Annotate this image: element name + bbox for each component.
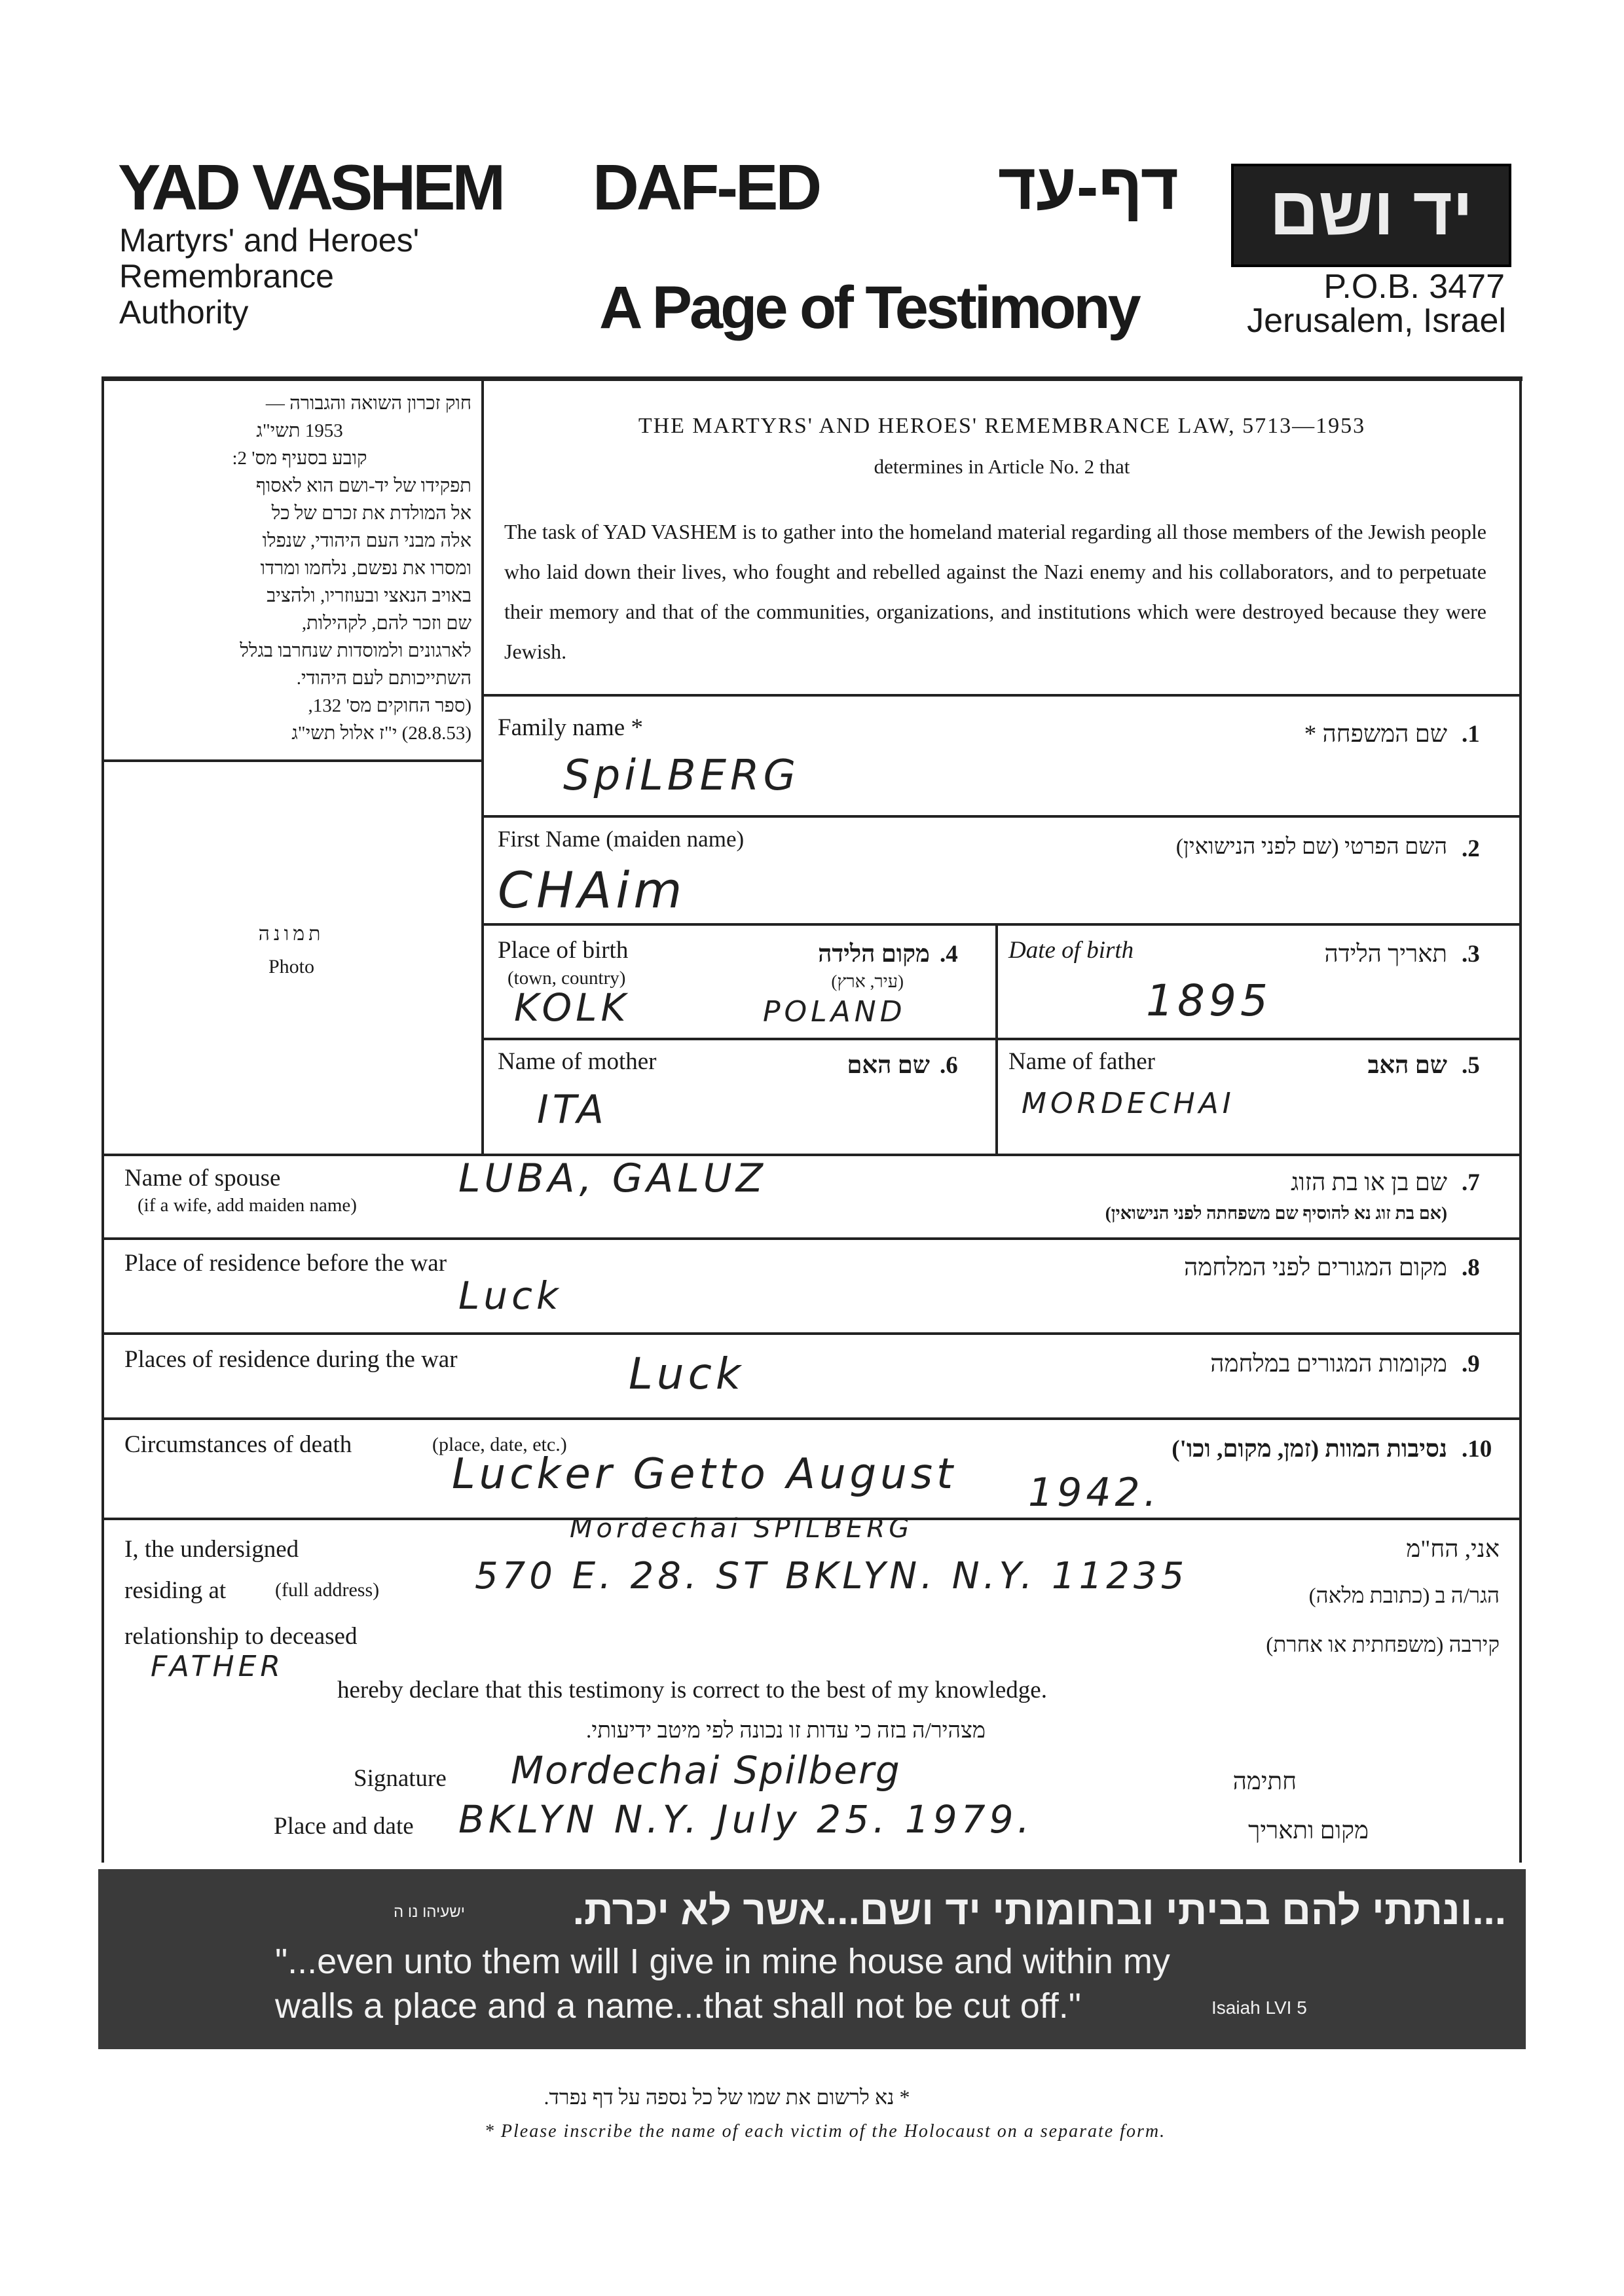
field-number-7: .7 bbox=[1462, 1169, 1480, 1196]
law-hebrew-line: לארגונים ולמוסדות שנחרבו בגלל bbox=[240, 640, 471, 661]
residence-before-label-hebrew: מקום המגורים לפני המלחמה bbox=[1184, 1254, 1447, 1281]
row-rule bbox=[101, 1332, 1521, 1335]
undersigned-label: I, the undersigned bbox=[124, 1536, 299, 1563]
undersigned-label-hebrew: אני, הח"מ bbox=[1406, 1536, 1500, 1563]
declarant-name-value[interactable]: Mordechai SPILBERG bbox=[570, 1514, 913, 1544]
law-hebrew-line: חוק זכרון השואה והגבורה — bbox=[265, 393, 471, 414]
law-hebrew-line: אל המולדת את זכרם של כל bbox=[271, 503, 471, 524]
law-hebrew-line: ומסרו את נפשם, נלחמו ומרדו bbox=[260, 558, 471, 579]
father-label: Name of father bbox=[1008, 1048, 1155, 1075]
date-of-birth-label-hebrew: תאריך הלידה bbox=[1324, 941, 1447, 968]
form-title: A Page of Testimony bbox=[599, 274, 1139, 341]
law-body: The task of YAD VASHEM is to gather into the homeland material regarding all those members of the Jewish people who laid down their lives, who fought and rebelled against the Nazi enemy and his collaborators, and to perpetuate their memory and that of the communities, organizations, and institutions which were destroyed because they were Jewish. bbox=[504, 520, 1486, 663]
death-label-hebrew: נסיבות המוות (זמן, מקום, וכו') bbox=[1172, 1436, 1447, 1463]
birth-country-value[interactable]: POLAND bbox=[763, 995, 906, 1029]
death-value-line2[interactable]: 1942. bbox=[1028, 1470, 1160, 1516]
yad-vashem-logo bbox=[1231, 164, 1511, 267]
address-label: residing at bbox=[124, 1577, 227, 1604]
law-hebrew-line: (ספר החוקים מס' 132, bbox=[308, 695, 471, 716]
residence-during-label-hebrew: מקומות המגורים במלחמה bbox=[1210, 1351, 1447, 1377]
law-body-bottom bbox=[483, 694, 1521, 697]
law-hebrew-line: שם וזכר להם, לקהילות, bbox=[301, 613, 471, 634]
declaration-text: hereby declare that this testimony is correct to the best of my knowledge. bbox=[337, 1677, 1047, 1704]
field-number-2: .2 bbox=[1462, 835, 1480, 862]
signature-value[interactable]: Mordechai Spilberg bbox=[511, 1748, 901, 1793]
spouse-value[interactable]: LUBA, GALUZ bbox=[458, 1156, 767, 1201]
pob: P.O.B. 3477 bbox=[1323, 268, 1505, 306]
relationship-label-hebrew: קירבה (משפחתית או אחרת) bbox=[1266, 1633, 1500, 1657]
place-of-birth-label: Place of birth bbox=[498, 937, 629, 964]
relationship-value[interactable]: FATHER bbox=[151, 1650, 284, 1683]
place-of-birth-label-hebrew: מקום הלידה bbox=[818, 941, 930, 968]
death-label: Circumstances of death bbox=[124, 1431, 352, 1458]
banner-hebrew-quote: ...ונתתי להם בביתי ובחומותי יד ושם...אשר לא יכרת. bbox=[572, 1888, 1506, 1933]
banner-english-line2: walls a place and a name...that shall not be cut off." bbox=[275, 1986, 1081, 2026]
banner-hebrew-ref: ישעיהו נו ה bbox=[393, 1903, 465, 1921]
law-hebrew-line: באויב הנאצי ובעוזריו, ולהציב bbox=[267, 585, 471, 606]
relationship-label: relationship to deceased bbox=[124, 1623, 358, 1650]
org-subtitle-3: Authority bbox=[119, 294, 249, 331]
photo-label-hebrew: תמונה bbox=[258, 923, 325, 945]
law-subtitle: determines in Article No. 2 that bbox=[874, 455, 1130, 478]
residence-during-value[interactable]: Luck bbox=[629, 1349, 745, 1399]
law-hebrew-line: (28.8.53) י"ז אלול תשי"ג bbox=[291, 723, 471, 744]
birth-town-value[interactable]: KOLK bbox=[514, 985, 630, 1030]
place-date-label: Place and date bbox=[274, 1813, 414, 1840]
death-value-line1[interactable]: Lucker Getto August bbox=[452, 1450, 957, 1499]
spouse-label: Name of spouse bbox=[124, 1165, 281, 1192]
row-rule bbox=[101, 1417, 1521, 1420]
banner-english-line1: "...even unto them will I give in mine house and within my bbox=[275, 1942, 1170, 1981]
field-number-8: .8 bbox=[1462, 1254, 1480, 1281]
row-rule bbox=[101, 1237, 1521, 1240]
place-of-birth-sublabel-hebrew: (עיר, ארץ) bbox=[831, 972, 904, 991]
photo-label: Photo bbox=[268, 956, 315, 977]
law-hebrew-line: תפקידו של יד-ושם הוא לאסוף bbox=[255, 475, 471, 496]
footer-note-hebrew: * נא לרשום את שמו של כל נספה על דף נפרד. bbox=[544, 2085, 910, 2109]
declaration-text-hebrew: מצהיר/ה בזה כי עדות זו נכונה לפי מיטב ידיעותי. bbox=[585, 1719, 986, 1743]
family-name-label-hebrew: שם המשפחה * bbox=[1304, 721, 1447, 748]
field-number-10: .10 bbox=[1462, 1436, 1492, 1463]
spouse-label-hebrew: שם בן או בת הזוג bbox=[1291, 1169, 1447, 1196]
spouse-sublabel: (if a wife, add maiden name) bbox=[138, 1195, 357, 1216]
footer-note: * Please inscribe the name of each victim of the Holocaust on a separate form. bbox=[484, 2121, 1166, 2141]
address-label-hebrew: הגר/ה ב (כתובת מלאה) bbox=[1308, 1584, 1500, 1608]
place-date-value[interactable]: BKLYN N.Y. July 25. 1979. bbox=[458, 1797, 1033, 1842]
law-hebrew-line: 1953 תשי"ג bbox=[256, 420, 343, 441]
family-name-label: Family name * bbox=[498, 714, 643, 741]
mother-label-hebrew: שם האם bbox=[847, 1052, 930, 1079]
row-rule bbox=[483, 1038, 1521, 1040]
row-rule bbox=[101, 1154, 1521, 1156]
father-value[interactable]: MORDECHAI bbox=[1022, 1087, 1235, 1120]
law-hebrew-text bbox=[128, 390, 471, 747]
spouse-sublabel-hebrew: (אם בת זוג נא להוסיף שם משפחתה לפני הנישואין) bbox=[1105, 1203, 1447, 1223]
frame-top-rule bbox=[101, 376, 1522, 381]
row-rule bbox=[483, 815, 1521, 818]
logo-text: יד ושם bbox=[1269, 173, 1473, 249]
org-subtitle-2: Remembrance bbox=[119, 258, 334, 295]
city: Jerusalem, Israel bbox=[1247, 302, 1506, 340]
residence-during-label: Places of residence during the war bbox=[124, 1346, 458, 1373]
first-name-label-hebrew: השם הפרטי (שם לפני הנישואין) bbox=[1175, 835, 1447, 859]
row-rule bbox=[483, 923, 1521, 926]
frame-right bbox=[1519, 376, 1522, 1863]
death-sublabel: (place, date, etc.) bbox=[432, 1434, 567, 1455]
form-name-hebrew: דף-עד bbox=[997, 150, 1179, 223]
first-name-value[interactable]: CHAim bbox=[498, 861, 686, 919]
law-title: THE MARTYRS' AND HEROES' REMEMBRANCE LAW, 5713—1953 bbox=[638, 414, 1366, 438]
address-sublabel: (full address) bbox=[275, 1579, 380, 1601]
law-hebrew-line: קובע בסעיף מס' 2: bbox=[232, 448, 367, 469]
signature-label-hebrew: חתימה bbox=[1232, 1768, 1297, 1795]
field-number-1: .1 bbox=[1462, 721, 1480, 748]
field-number-5: .5 bbox=[1462, 1052, 1480, 1079]
law-hebrew-line: השתייכותם לעם היהודי. bbox=[296, 668, 471, 689]
field-number-4: .4 bbox=[940, 941, 958, 968]
place-of-birth-sublabel: (town, country) bbox=[507, 968, 626, 989]
mother-value[interactable]: ITA bbox=[537, 1087, 608, 1133]
date-of-birth-label: Date of birth bbox=[1008, 937, 1134, 964]
address-value[interactable]: 570 E. 28. ST BKLYN. N.Y. 11235 bbox=[475, 1555, 1189, 1597]
residence-before-value[interactable]: Luck bbox=[458, 1273, 563, 1318]
org-subtitle-1: Martyrs' and Heroes' bbox=[119, 222, 420, 259]
law-hebrew-line: אלה מבני העם היהודי, שנפלו bbox=[262, 530, 471, 551]
banner-english-ref: Isaiah LVI 5 bbox=[1211, 1997, 1307, 2018]
field-number-3: .3 bbox=[1462, 941, 1480, 968]
first-name-label: First Name (maiden name) bbox=[498, 826, 745, 852]
law-box-bottom bbox=[101, 759, 481, 762]
quote-banner bbox=[98, 1869, 1526, 2049]
org-name: YAD VASHEM bbox=[118, 151, 503, 223]
father-label-hebrew: שם האב bbox=[1367, 1052, 1447, 1079]
field-number-9: .9 bbox=[1462, 1351, 1480, 1377]
field-number-6: .6 bbox=[940, 1052, 958, 1079]
place-date-label-hebrew: מקום ותאריך bbox=[1248, 1817, 1369, 1844]
form-name: DAF-ED bbox=[593, 151, 820, 223]
date-of-birth-value[interactable]: 1895 bbox=[1146, 975, 1272, 1026]
family-name-value[interactable]: SpiLBERG bbox=[563, 752, 800, 800]
mother-label: Name of mother bbox=[498, 1048, 657, 1075]
residence-before-label: Place of residence before the war bbox=[124, 1250, 447, 1277]
signature-label: Signature bbox=[354, 1765, 447, 1792]
frame-left bbox=[101, 376, 104, 1863]
